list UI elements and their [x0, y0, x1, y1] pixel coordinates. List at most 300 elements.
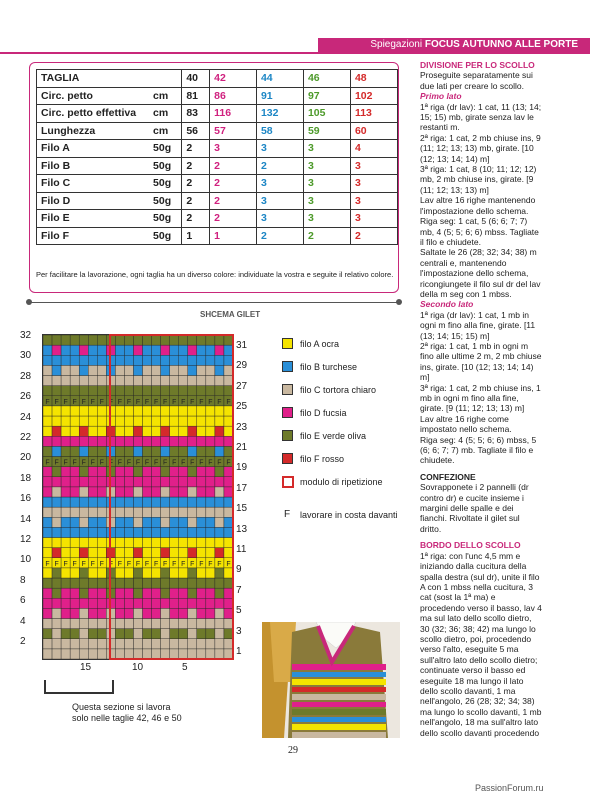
chart-cell: [52, 649, 61, 659]
front-post-mark: F: [72, 398, 77, 406]
chart-cell: [52, 538, 61, 548]
chart-cell: [115, 578, 124, 588]
chart-cell: [188, 497, 197, 507]
chart-cell: [215, 335, 224, 345]
chart-cell: [106, 527, 115, 537]
chart-cell: [97, 436, 106, 446]
chart-cell: [161, 487, 170, 497]
chart-cell: [97, 629, 106, 639]
size-value: 116: [210, 105, 257, 123]
chart-cell: [170, 548, 179, 558]
size-value: 57: [210, 122, 257, 140]
chart-cell: [115, 588, 124, 598]
size-value: 3: [256, 192, 303, 210]
chart-cell: [215, 467, 224, 477]
size-value: 46: [303, 70, 350, 88]
front-post-mark: F: [81, 560, 86, 568]
chart-cell: [215, 477, 224, 487]
chart-cell: [143, 376, 152, 386]
chart-cell: [43, 386, 52, 396]
chart-cell: [70, 406, 79, 416]
chart-cell: [188, 436, 197, 446]
chart-cell: [170, 608, 179, 618]
size-row-label: Filo E: [37, 210, 150, 228]
chart-cell: [97, 619, 106, 629]
chart-cell: [188, 578, 197, 588]
chart-cell: [43, 416, 52, 426]
chart-cell: [143, 608, 152, 618]
chart-cell: [88, 355, 97, 365]
chart-cell: [179, 436, 188, 446]
chart-cell: [179, 446, 188, 456]
size-row-unit: 50g: [149, 140, 182, 158]
chart-cell: [143, 538, 152, 548]
sizes-row: [37, 175, 398, 193]
chart-cell: [43, 538, 52, 548]
chart-cell: [124, 335, 133, 345]
chart-cell: [88, 406, 97, 416]
subheading-second-side: Secondo lato: [420, 299, 474, 310]
chart-cell: [106, 426, 115, 436]
chart-cell: [124, 487, 133, 497]
chart-cell: [52, 497, 61, 507]
chart-cell: [70, 538, 79, 548]
chart-cell: [143, 467, 152, 477]
front-post-mark: F: [181, 560, 186, 568]
chart-cell: [79, 588, 88, 598]
sizes-note: Per facilitare la lavorazione, ogni taglia ha un diverso colore: individuate la vostra e seguite il relativo colore.: [36, 270, 394, 279]
chart-cell: [206, 436, 215, 446]
chart-cell: [70, 517, 79, 527]
row-number-right: 23: [236, 421, 248, 433]
chart-cell: [106, 436, 115, 446]
chart-cell: [133, 426, 142, 436]
legend-item: [282, 361, 422, 375]
chart-cell: [170, 527, 179, 537]
front-post-mark: F: [190, 560, 195, 568]
front-post-mark: F: [144, 459, 150, 467]
chart-cell: [43, 467, 52, 477]
chart-cell: [70, 345, 79, 355]
chart-cell: [152, 376, 161, 386]
chart-cell: [88, 467, 97, 477]
chart-cell: [152, 345, 161, 355]
size-value: 3: [210, 140, 257, 158]
chart-cell: [106, 386, 115, 396]
chart-cell: [161, 649, 170, 659]
para-first-row3: 3ª riga: 1 cat, 8 (10; 11; 12; 12) mb, 2 mb chiuse ins, girate. [9 (11; 12; 13; 13) m]: [420, 164, 537, 195]
chart-cell: [70, 446, 79, 456]
chart-cell: [188, 477, 197, 487]
front-post-mark: F: [63, 560, 68, 568]
chart-cell: [133, 386, 142, 396]
chart-cell: [170, 406, 179, 416]
chart-cell: [97, 477, 106, 487]
chart-cell: [79, 355, 88, 365]
chart-cell: [106, 639, 115, 649]
chart-cell: [224, 355, 233, 365]
size-value: 4: [350, 140, 397, 158]
legend-label: filo F rosso: [300, 454, 345, 464]
chart-cell: [52, 608, 61, 618]
sizes-table: [36, 69, 398, 245]
chart-cell: [70, 548, 79, 558]
chart-cell: [115, 497, 124, 507]
chart-cell: [97, 517, 106, 527]
chart-cell: [215, 548, 224, 558]
chart-cell: [61, 386, 70, 396]
chart-cell: [170, 446, 179, 456]
size-row-label: Filo F: [37, 227, 150, 245]
chart-cell: [224, 639, 233, 649]
chart-cell: [106, 548, 115, 558]
chart-cell: [179, 386, 188, 396]
chart-cell: [161, 335, 170, 345]
front-post-mark: F: [72, 560, 77, 568]
chart-cell: [79, 497, 88, 507]
chart-cell: [188, 335, 197, 345]
chart-cell: [52, 376, 61, 386]
chart-cell: [88, 426, 97, 436]
size-row-unit: 50g: [149, 157, 182, 175]
chart-cell: [197, 548, 206, 558]
row-number-left: 8: [20, 574, 26, 586]
chart-cell: [133, 649, 142, 659]
chart-cell: [97, 446, 106, 456]
size-value: 91: [256, 87, 303, 105]
front-post-mark: F: [135, 560, 141, 568]
chart-cell: [88, 619, 97, 629]
front-post-mark: F: [153, 459, 159, 467]
chart-cell: [52, 639, 61, 649]
chart-cell: [161, 538, 170, 548]
header-rule: [0, 52, 590, 54]
chart-cell: [143, 477, 152, 487]
chart-cell: [79, 335, 88, 345]
chart-cell: [88, 335, 97, 345]
legend-item: [282, 476, 422, 490]
front-post-mark: F: [54, 560, 59, 568]
chart-cell: [179, 426, 188, 436]
chart-cell: [124, 355, 133, 365]
chart-cell: [179, 619, 188, 629]
chart-cell: [106, 335, 115, 345]
chart-cell: [197, 436, 206, 446]
front-post-mark: F: [126, 459, 132, 467]
chart-cell: [115, 406, 124, 416]
section-label: Spiegazioni: [370, 39, 423, 50]
front-post-mark: F: [226, 398, 231, 406]
front-post-mark: F: [208, 459, 213, 467]
chart-cell: [206, 487, 215, 497]
chart-cell: [70, 467, 79, 477]
chart-cell: [143, 568, 152, 578]
chart-cell: [143, 497, 152, 507]
chart-cell: [61, 365, 70, 375]
size-value: 40: [182, 70, 210, 88]
size-value: 2: [210, 192, 257, 210]
legend-item: [282, 509, 422, 523]
chart-cell: [188, 507, 197, 517]
photo-illustration: [262, 622, 400, 738]
chart-cell: [188, 527, 197, 537]
chart-cell: [70, 639, 79, 649]
chart-cell: [224, 446, 233, 456]
chart-cell: [161, 568, 170, 578]
para-first-rows16: Lav altre 16 righe mantenendo l'impostazione dello schema.: [420, 195, 536, 216]
chart-cell: [133, 446, 142, 456]
chart-cell: [179, 355, 188, 365]
size-value: 3: [303, 210, 350, 228]
col-label-5: 5: [182, 662, 188, 673]
chart-cell: [152, 416, 161, 426]
chart-cell: [188, 608, 197, 618]
chart-cell: [61, 568, 70, 578]
chart-cell: [206, 568, 215, 578]
chart-cell: [43, 608, 52, 618]
chart-cell: [197, 467, 206, 477]
chart-cell: [88, 639, 97, 649]
chart-cell: [215, 629, 224, 639]
chart-cell: [124, 629, 133, 639]
chart-cell: [188, 629, 197, 639]
chart-cell: [161, 386, 170, 396]
chart-cell: [143, 649, 152, 659]
chart-cell: [161, 527, 170, 537]
chart-cell: [61, 639, 70, 649]
chart-cell: [52, 548, 61, 558]
size-value: 44: [256, 70, 303, 88]
front-post-mark: F: [63, 398, 68, 406]
size-value: 48: [350, 70, 397, 88]
chart-cell: [179, 497, 188, 507]
chart-cell: [170, 416, 179, 426]
chart-cell: [206, 426, 215, 436]
chart-cell: [52, 365, 61, 375]
row-number-left: 10: [20, 554, 32, 566]
size-row-unit: 50g: [149, 192, 182, 210]
chart-cell: [43, 345, 52, 355]
legend-item: [282, 430, 422, 444]
heading-neck-border: BORDO DELLO SCOLLO: [420, 540, 521, 551]
size-value: 60: [350, 122, 397, 140]
chart-cell: [124, 598, 133, 608]
size-row-unit: cm: [149, 122, 182, 140]
chart-cell: [197, 639, 206, 649]
chart-cell: [143, 548, 152, 558]
chart-cell: [197, 416, 206, 426]
chart-cell: [215, 376, 224, 386]
row-number-right: 21: [236, 442, 248, 453]
chart-cell: [152, 477, 161, 487]
chart-cell: [97, 588, 106, 598]
chart-cell: [43, 497, 52, 507]
chart-cell: [70, 507, 79, 517]
size-row-unit: 50g: [149, 227, 182, 245]
chart-cell: [152, 568, 161, 578]
para-neck-border: 1ª riga: con l'unc 4,5 mm e iniziando dalla cucitura della spalla destra (sul dr), unite il filo A con 1 mbss nella cucitura, 3 cat (sost la 1ª ma) e procedendo verso il basso, lav 4 ma sul lato dello scollo dietro, 30 (32; 36; 38; 42) ma lungo lo scollo dietro, poi, procedendo verso l'alto, eseguite 5 ma sull'altro lato dello scollo dietro; continuate verso il basso ed eseguite 18 ma lungo il lato dello scollo davanti, 1 ma nell'angolo, 26 (28; 32; 34; 38) ma lungo lo scollo davanti, 1 mb nell'angolo, 18 ma sull'altro lato dello scollo davanti procedendo: [420, 550, 542, 738]
size-value: 58: [256, 122, 303, 140]
chart-cell: [97, 548, 106, 558]
chart-cell: [106, 568, 115, 578]
chart-cell: [79, 446, 88, 456]
chart-cell: [79, 538, 88, 548]
chart-cell: [170, 436, 179, 446]
chart-cell: [79, 578, 88, 588]
chart-cell: [124, 345, 133, 355]
chart-cell: [206, 588, 215, 598]
chart-cell: [79, 548, 88, 558]
chart-cell: [206, 639, 215, 649]
row-number-left: 28: [20, 370, 32, 382]
chart-cell: [188, 548, 197, 558]
row-number-right: 25: [236, 401, 248, 413]
front-post-mark: F: [181, 459, 186, 467]
size-value: 2: [256, 157, 303, 175]
chart-cell: [170, 426, 179, 436]
chart-cell: [106, 497, 115, 507]
front-post-mark: F: [117, 398, 123, 406]
chart-cell: [133, 406, 142, 416]
chart-cell: [161, 467, 170, 477]
chart-cell: [70, 578, 79, 588]
front-post-mark: F: [144, 398, 150, 406]
chart-cell: [161, 436, 170, 446]
chart-cell: [215, 446, 224, 456]
chart-cell: [70, 649, 79, 659]
chart-cell: [133, 365, 142, 375]
chart-cell: [70, 487, 79, 497]
chart-cell: [143, 406, 152, 416]
front-post-mark: F: [163, 459, 168, 467]
chart-cell: [52, 598, 61, 608]
front-post-mark: F: [208, 560, 213, 568]
chart-cell: [197, 376, 206, 386]
front-post-mark: F: [99, 560, 104, 568]
chart-cell: [143, 588, 152, 598]
chart-cell: [152, 629, 161, 639]
size-row-label: Filo B: [37, 157, 150, 175]
chart-cell: [206, 406, 215, 416]
front-post-mark: F: [190, 398, 195, 406]
chart-cell: [179, 467, 188, 477]
chart-cell: [52, 568, 61, 578]
chart-cell: [215, 426, 224, 436]
heading-neck-division: DIVISIONE PER LO SCOLLO: [420, 60, 535, 70]
row-number-left: 30: [20, 350, 32, 362]
chart-cell: [143, 345, 152, 355]
sizes-row: [37, 122, 398, 140]
chart-cell: [179, 629, 188, 639]
chart-cell: [133, 436, 142, 446]
chart-cell: [43, 568, 52, 578]
chart-cell: [61, 416, 70, 426]
chart-cell: [197, 477, 206, 487]
chart-cell: [115, 568, 124, 578]
chart-cell: [115, 426, 124, 436]
chart-cell: [79, 345, 88, 355]
chart-cell: [61, 578, 70, 588]
chart-cell: [70, 376, 79, 386]
chart-cell: [224, 527, 233, 537]
chart-cell: [143, 487, 152, 497]
front-post-mark: F: [117, 560, 123, 568]
chart-cell: [206, 649, 215, 659]
chart-cell: [97, 386, 106, 396]
chart-cell: [143, 578, 152, 588]
front-post-mark: F: [126, 398, 132, 406]
front-post-mark: F: [181, 398, 186, 406]
front-post-mark: F: [217, 459, 222, 467]
chart-cell: [70, 619, 79, 629]
chart-cell: [197, 497, 206, 507]
legend-swatch: [282, 407, 293, 418]
chart-cell: [43, 436, 52, 446]
chart-cell: [215, 619, 224, 629]
chart-cell: [188, 406, 197, 416]
chart-cell: [161, 588, 170, 598]
row-number-right: 31: [236, 340, 248, 351]
front-post-mark: F: [226, 560, 231, 568]
chart-cell: [133, 376, 142, 386]
chart-cell: [179, 588, 188, 598]
size-value: 97: [303, 87, 350, 105]
chart-cell: [133, 477, 142, 487]
front-post-mark: F: [45, 560, 50, 568]
chart-cell: [133, 416, 142, 426]
front-post-mark: F: [81, 459, 86, 467]
chart-cell: [179, 406, 188, 416]
chart-cell: [179, 527, 188, 537]
chart-cell: [152, 517, 161, 527]
chart-cell: [170, 497, 179, 507]
chart-cell: [197, 446, 206, 456]
chart-cell: [124, 608, 133, 618]
chart-cell: [88, 376, 97, 386]
chart-cell: [215, 497, 224, 507]
chart-cell: [124, 649, 133, 659]
chart-cell: [43, 365, 52, 375]
chart-cell: [88, 446, 97, 456]
chart-cell: [61, 446, 70, 456]
chart-cell: [152, 548, 161, 558]
size-value: 1: [182, 227, 210, 245]
chart-cell: [170, 588, 179, 598]
chart-cell: [43, 355, 52, 365]
chart-cell: [70, 598, 79, 608]
chart-cell: [106, 608, 115, 618]
chart-cell: [115, 538, 124, 548]
chart-cell: [88, 527, 97, 537]
chart-cell: [206, 477, 215, 487]
size-value: 132: [256, 105, 303, 123]
chart-cell: [152, 406, 161, 416]
front-post-mark: F: [199, 459, 204, 467]
chart-cell: [161, 578, 170, 588]
chart-cell: [133, 517, 142, 527]
chart-cell: [224, 629, 233, 639]
row-number-left: 6: [20, 595, 26, 607]
front-post-mark: F: [217, 398, 222, 406]
chart-cell: [143, 355, 152, 365]
chart-cell: [206, 497, 215, 507]
size-row-label: TAGLIA: [37, 70, 150, 88]
chart-cell: [115, 639, 124, 649]
chart-cell: [79, 649, 88, 659]
front-post-mark: F: [126, 560, 132, 568]
subheading-first-side: Primo lato: [420, 91, 462, 102]
chart-cell: [152, 467, 161, 477]
